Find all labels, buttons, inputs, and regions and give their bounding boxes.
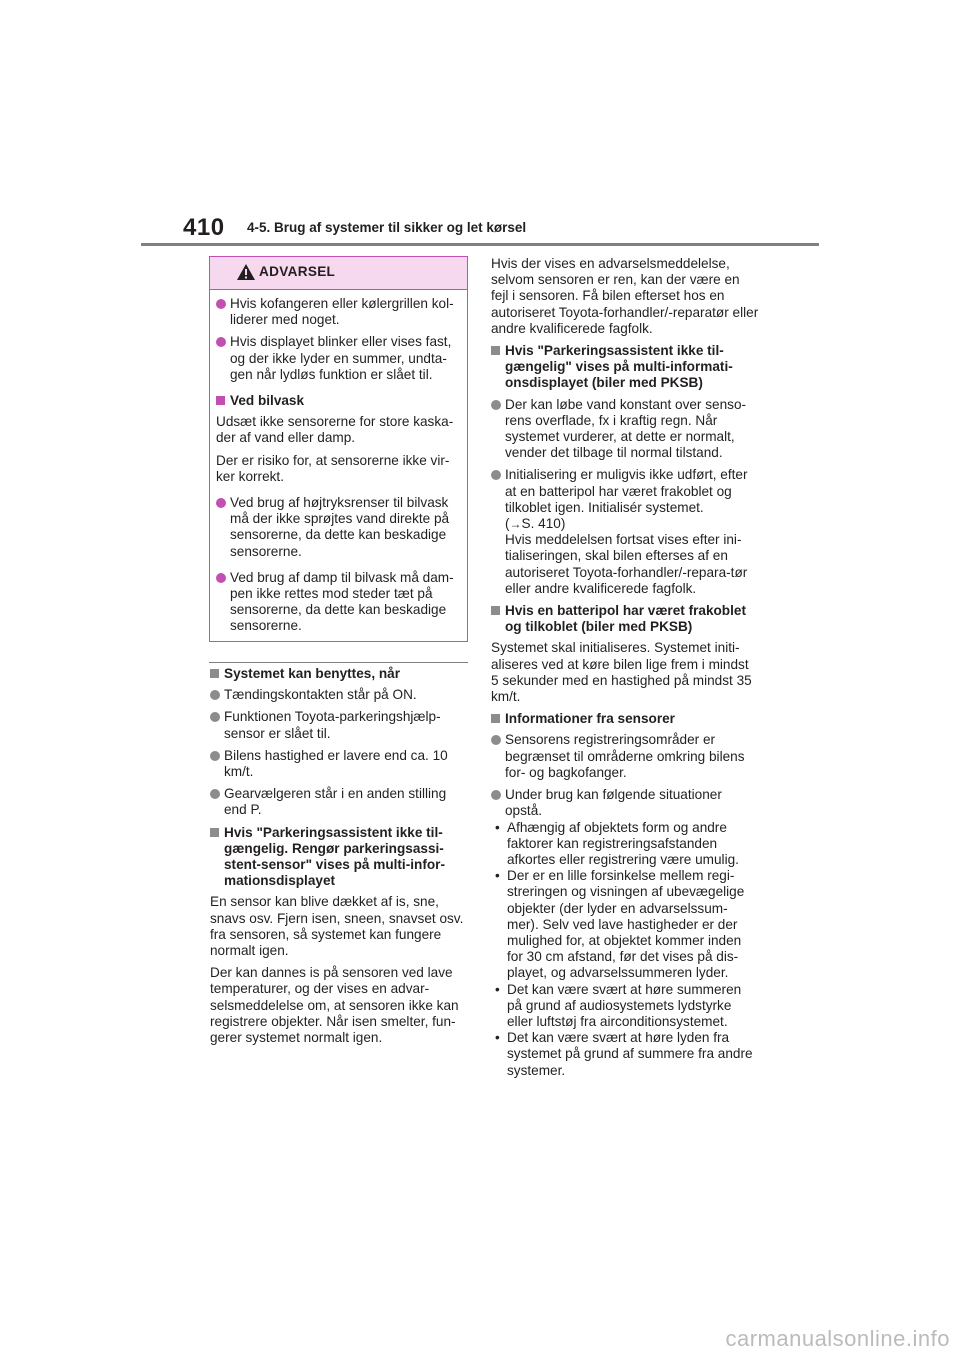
warning-section-heading xyxy=(216,393,459,409)
list-item-text: Funktionen Toyota-parkeringshjælp-sensor er slået til. xyxy=(224,709,441,741)
list-item xyxy=(491,787,759,819)
dash-item-text: Der er en lille forsinkelse mellem regi-streringen og visningen af ubevægelige objekter (der lyder en advarselssum-mer). Selv ved lave hastigheder er der mulighed for, at objektet kommer inden for 30 cm afstand, før det vises på dis-playet, og advarselssummeren lyder. xyxy=(507,868,745,981)
section-heading-text: Hvis "Parkeringsassistent ikke til-gængelig. Rengør parkeringsassi-stent-sensor" vises på multi-infor-mationsdisplayet xyxy=(224,824,445,889)
section-heading-text: Systemet kan benyttes, når xyxy=(224,666,401,681)
arrow-right-icon: → xyxy=(509,517,522,532)
paragraph: Systemet skal initialiseres. Systemet initi-aliseres ved at køre bilen lige frem i mindst 5 sekunder med en hastighed på mindst 35 km/t. xyxy=(491,640,752,705)
chapter-title: 4-5. Brug af systemer til sikker og let kørsel xyxy=(247,220,527,235)
dash-bullet: • xyxy=(495,868,500,884)
heading-square xyxy=(491,346,500,355)
section-heading-text: Informationer fra sensorer xyxy=(505,711,675,727)
section-heading xyxy=(210,825,468,890)
warning-triangle-icon xyxy=(236,263,256,281)
paragraph: Der kan dannes is på sensoren ved lave temperaturer, og der vises en advar-selsmeddelelse om, at sensoren ikke kan registrere objekter. Når isen smelter, fun-gerer systemet normalt igen. xyxy=(210,965,459,1046)
dash-bullet: • xyxy=(495,1030,500,1046)
bullet-dot xyxy=(491,470,501,480)
list-item xyxy=(210,748,468,780)
section-heading-text: Hvis en batteripol har været frakoblet og tilkoblet (biler med PKSB) xyxy=(505,603,746,635)
bullet-dot xyxy=(491,400,501,410)
dash-item xyxy=(491,982,759,1031)
section-heading xyxy=(210,666,468,682)
list-item-text: Under brug kan følgende situationer opstå. xyxy=(505,787,722,819)
dash-item xyxy=(491,820,759,869)
dash-item-text: Afhængig af objektets form og andre faktorer kan registreringsafstanden afkortes eller registrering være umulig. xyxy=(507,819,739,867)
warning-header xyxy=(210,257,467,290)
ref-open: ( xyxy=(505,516,510,532)
section-heading xyxy=(491,603,759,635)
list-item xyxy=(210,709,468,741)
dash-item xyxy=(491,1030,759,1079)
list-item xyxy=(210,786,468,818)
list-item xyxy=(491,732,759,781)
section-heading xyxy=(491,711,759,727)
list-item-text: Der kan løbe vand konstant over senso-rens overflade, fx i kraftig regn. Når systemet vurderer, at dette er normalt, vender det tilbage til normal tilstand. xyxy=(505,396,747,461)
paragraph: En sensor kan blive dækket af is, sne, snavs osv. Fjern isen, sneen, snavset osv. fra sensoren, så systemet kan fungere normalt igen. xyxy=(210,894,464,959)
list-item-text: Gearvælgeren står i en anden stilling end P. xyxy=(224,786,447,818)
list-item-text: Sensorens registreringsområder er begrænset til områderne omkring bilens for- og bagkofanger. xyxy=(505,732,745,780)
list-item-text: Hvis meddelelsen fortsat vises efter ini-tialiseringen, skal bilen efterses af en autoriseret Toyota-forhandler/-repara-tør eller andre kvalificerede fagfolk. xyxy=(505,532,748,596)
warning-bullet-text: Hvis kofangeren eller kølergrillen kol-liderer med noget. xyxy=(230,296,454,328)
list-item xyxy=(491,467,759,597)
warning-bullet xyxy=(216,296,459,328)
bullet-dot xyxy=(216,299,226,309)
warning-bullet xyxy=(216,570,459,635)
right-column xyxy=(491,256,759,1079)
list-item-text: Tændingskontakten står på ON. xyxy=(224,687,417,703)
heading-square xyxy=(491,714,500,723)
warning-bullet-text: Ved brug af højtryksrenser til bilvask må der ikke sprøjtes vand direkte på sensorerne, da dette kan beskadige sensorerne. xyxy=(230,495,450,559)
page-reference[interactable] xyxy=(505,516,565,531)
paragraph: Hvis der vises en advarselsmeddelelse, selvom sensoren er ren, kan der være en fejl i sensoren. Få bilen efterset hos en autoriseret Toyota-forhandler/-reparatør eller andre kvalificerede fagfolk. xyxy=(491,256,759,336)
warning-section-heading-text: Ved bilvask xyxy=(230,393,305,409)
section-heading-text: Hvis "Parkeringsassistent ikke til-gængelig" vises på multi-informati-onsdisplayet (biler med PKSB) xyxy=(505,343,733,391)
warning-bullet xyxy=(216,495,459,560)
dash-item xyxy=(491,868,759,981)
bullet-dot xyxy=(210,789,220,799)
bullet-dot xyxy=(210,690,220,700)
dash-item-text: Det kan være svært at høre summeren på grund af audiosystemets lydstyrke eller luftstøj fra airconditionsystemet. xyxy=(507,981,742,1029)
warning-title: ADVARSEL xyxy=(259,264,336,279)
watermark: carmanualsonline.info xyxy=(725,1326,950,1351)
bullet-dot xyxy=(491,790,501,800)
list-item-text: Bilens hastighed er lavere end ca. 10 km/t. xyxy=(224,747,448,780)
list-item-text: Initialisering er muligvis ikke udført, efter at en batteripol har været frakoblet og tilkoblet igen. Initialisér systemet. xyxy=(505,467,748,515)
heading-square xyxy=(210,669,219,678)
left-column xyxy=(210,666,468,1052)
list-item xyxy=(491,397,759,462)
warning-bullet-text: Hvis displayet blinker eller vises fast, og der ikke lyder en summer, undta-gen når lydløs funktion er slået til. xyxy=(230,334,452,382)
warning-paragraph: Udsæt ikke sensorerne for store kaska-der af vand eller damp. xyxy=(216,414,454,446)
bullet-dot xyxy=(216,573,226,583)
dash-bullet: • xyxy=(495,819,500,835)
section-heading xyxy=(491,343,759,392)
warning-bullet xyxy=(216,334,459,383)
dash-bullet: • xyxy=(495,981,500,997)
heading-square xyxy=(491,606,500,615)
ref-text: S. 410) xyxy=(521,516,566,532)
warning-bullet-text: Ved brug af damp til bilvask må dam-pen ikke rettes mod steder tæt på sensorerne, da dette kan beskadige sensorerne. xyxy=(230,569,454,634)
header-divider xyxy=(141,243,819,246)
bullet-dot xyxy=(216,337,226,347)
bullet-dot xyxy=(216,498,226,508)
warning-paragraph: Der er risiko for, at sensorerne ikke vir-ker korrekt. xyxy=(216,452,450,484)
heading-square xyxy=(216,396,225,405)
warning-body xyxy=(210,290,467,635)
dash-item-text: Det kan være svært at høre lyden fra systemet på grund af summere fra andre systemer. xyxy=(507,1030,753,1078)
bullet-dot xyxy=(491,735,501,745)
page-number: 410 xyxy=(183,214,225,241)
list-item xyxy=(210,687,468,703)
heading-square xyxy=(210,828,219,837)
bullet-dot xyxy=(210,751,220,761)
warning-box xyxy=(209,256,468,642)
bullet-dot xyxy=(210,712,220,722)
section-divider xyxy=(209,662,468,663)
